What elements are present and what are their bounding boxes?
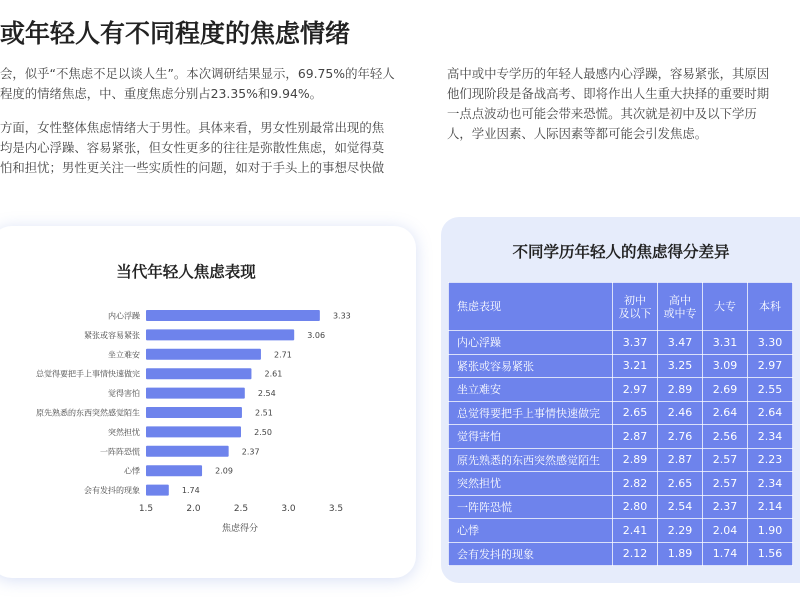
- value-label: 2.71: [274, 350, 292, 360]
- score-cell: 3.30: [748, 331, 793, 355]
- text-line: 他们现阶段是备战高考、即将作出人生重大抉择的重要时期: [447, 86, 770, 101]
- category-label: 觉得害怕: [108, 389, 140, 399]
- value-label: 2.54: [257, 389, 276, 399]
- score-cell: 3.37: [613, 331, 658, 355]
- text-line: 人，学业因素、人际因素等都可能会引发焦虑。: [447, 126, 708, 141]
- row-label-cell: 一阵阵恐慌: [449, 495, 613, 519]
- score-cell: 3.25: [658, 354, 703, 378]
- score-cell: 1.90: [748, 519, 793, 543]
- bar: [146, 329, 294, 340]
- text-line: 均是内心浮躁、容易紧张，但女性更多的往往是弥散性焦虑，如觉得莫: [0, 140, 385, 155]
- x-axis-label: 焦虑得分: [221, 524, 259, 534]
- table-title: 不同学历年轻人的焦虑得分差异: [512, 243, 730, 261]
- bar: [146, 310, 320, 321]
- category-label: 总觉得要把手上事情快速做完: [36, 369, 140, 379]
- x-tick-label: 1.5: [138, 504, 154, 514]
- bar: [146, 426, 241, 437]
- score-cell: 2.37: [703, 495, 748, 519]
- category-label: 会有发抖的现象: [84, 486, 140, 496]
- category-label: 内心浮躁: [108, 311, 140, 321]
- table-header-row: [449, 283, 793, 331]
- score-cell: 2.23: [748, 448, 793, 472]
- bar: [146, 407, 242, 418]
- value-label: 1.74: [181, 486, 200, 496]
- chart-title: 当代年轻人焦虑表现: [116, 263, 256, 281]
- table-row: [449, 472, 793, 496]
- bar-chart: [0, 226, 416, 578]
- score-cell: 1.74: [703, 542, 748, 566]
- column-header: 初中 及以下: [613, 283, 658, 331]
- left-text-column: [0, 64, 395, 192]
- x-tick-label: 2.5: [233, 504, 249, 514]
- table-row: [449, 425, 793, 449]
- score-cell: 2.69: [703, 378, 748, 402]
- score-cell: 2.34: [748, 425, 793, 449]
- table-row: [449, 378, 793, 402]
- table-row: [449, 401, 793, 425]
- row-label-cell: 觉得害怕: [449, 425, 613, 449]
- score-cell: 2.65: [658, 472, 703, 496]
- right-text-column: [447, 64, 769, 144]
- table-row: [449, 495, 793, 519]
- category-label: 坐立难安: [108, 350, 140, 360]
- row-label-cell: 内心浮躁: [449, 331, 613, 355]
- text-line: 高中或中专学历的年轻人最感内心浮躁，容易紧张，其原因: [447, 66, 770, 81]
- score-cell: 2.34: [748, 472, 793, 496]
- score-cell: 1.89: [658, 542, 703, 566]
- score-cell: 2.65: [613, 401, 658, 425]
- text-line: 一点点波动也可能会带来恐慌。其次就是初中及以下学历: [447, 106, 757, 121]
- value-label: 2.09: [215, 466, 233, 476]
- category-label: 一阵阵恐慌: [100, 447, 140, 457]
- value-label: 3.33: [332, 311, 351, 321]
- bar: [146, 485, 169, 496]
- row-label-cell: 紧张或容易紧张: [449, 354, 613, 378]
- score-cell: 2.89: [613, 448, 658, 472]
- score-cell: 2.56: [703, 425, 748, 449]
- column-header: 本科: [748, 283, 793, 331]
- score-cell: 2.29: [658, 519, 703, 543]
- score-cell: 2.97: [748, 354, 793, 378]
- score-cell: 2.04: [703, 519, 748, 543]
- paragraph: [0, 118, 395, 178]
- page-headline: 或年轻人有不同程度的焦虑情绪: [0, 19, 351, 48]
- score-cell: 2.82: [613, 472, 658, 496]
- row-label-cell: 心悸: [449, 519, 613, 543]
- row-label-cell: 会有发抖的现象: [449, 542, 613, 566]
- score-cell: 2.97: [613, 378, 658, 402]
- score-cell: 2.89: [658, 378, 703, 402]
- bar: [146, 446, 229, 457]
- score-cell: 2.87: [658, 448, 703, 472]
- score-cell: 2.64: [703, 401, 748, 425]
- value-label: 2.37: [241, 447, 260, 457]
- row-label-cell: 原先熟悉的东西突然感觉陌生: [449, 448, 613, 472]
- score-cell: 2.55: [748, 378, 793, 402]
- text-line: 会，似乎“不焦虑不足以谈人生”。本次调研结果显示，69.75%的年轻人: [0, 66, 395, 81]
- score-cell: 2.46: [658, 401, 703, 425]
- text-line: 方面，女性整体焦虑情绪大于男性。具体来看，男女性别最常出现的焦: [0, 120, 385, 135]
- category-label: 紧张或容易紧张: [84, 330, 140, 340]
- category-label: 心悸: [124, 466, 140, 476]
- score-cell: 2.87: [613, 425, 658, 449]
- table-row: [449, 448, 793, 472]
- score-cell: 1.56: [748, 542, 793, 566]
- score-cell: 2.12: [613, 542, 658, 566]
- score-cell: 2.64: [748, 401, 793, 425]
- bar: [146, 465, 202, 476]
- score-cell: 2.80: [613, 495, 658, 519]
- value-label: 2.51: [255, 408, 273, 418]
- table-card: [441, 217, 800, 583]
- score-cell: 3.31: [703, 331, 748, 355]
- score-cell: 2.57: [703, 472, 748, 496]
- score-cell: 3.47: [658, 331, 703, 355]
- category-label: 突然担忧: [108, 427, 140, 437]
- chart-card: [0, 226, 416, 578]
- paragraph: [0, 64, 395, 104]
- score-table: [448, 282, 793, 566]
- row-label-cell: 突然担忧: [449, 472, 613, 496]
- value-label: 2.50: [254, 427, 272, 437]
- value-label: 2.61: [264, 369, 283, 379]
- row-label-cell: 总觉得要把手上事情快速做完: [449, 401, 613, 425]
- column-header: 焦虑表现: [449, 283, 613, 331]
- x-tick-label: 3.0: [281, 504, 296, 514]
- row-label-cell: 坐立难安: [449, 378, 613, 402]
- column-header: 高中 或中专: [658, 283, 703, 331]
- category-label: 原先熟悉的东西突然感觉陌生: [36, 408, 140, 418]
- column-header: 大专: [703, 283, 748, 331]
- table-row: [449, 519, 793, 543]
- value-label: 3.06: [307, 330, 326, 340]
- score-cell: 3.09: [703, 354, 748, 378]
- score-cell: 2.54: [658, 495, 703, 519]
- text-line: 怕和担忧；男性更关注一些实质性的问题，如对于手头上的事想尽快做: [0, 160, 385, 175]
- bar: [146, 368, 251, 379]
- table-row: [449, 354, 793, 378]
- bar: [146, 388, 245, 399]
- x-tick-label: 2.0: [186, 504, 201, 514]
- score-cell: 2.57: [703, 448, 748, 472]
- bar: [146, 349, 261, 360]
- score-cell: 2.76: [658, 425, 703, 449]
- text-line: 程度的情绪焦虑，中、重度焦虑分别占23.35%和9.94%。: [0, 86, 323, 101]
- score-cell: 3.21: [613, 354, 658, 378]
- score-cell: 2.41: [613, 519, 658, 543]
- table-row: [449, 331, 793, 355]
- x-tick-label: 3.5: [328, 504, 344, 514]
- table-row: [449, 542, 793, 566]
- score-cell: 2.14: [748, 495, 793, 519]
